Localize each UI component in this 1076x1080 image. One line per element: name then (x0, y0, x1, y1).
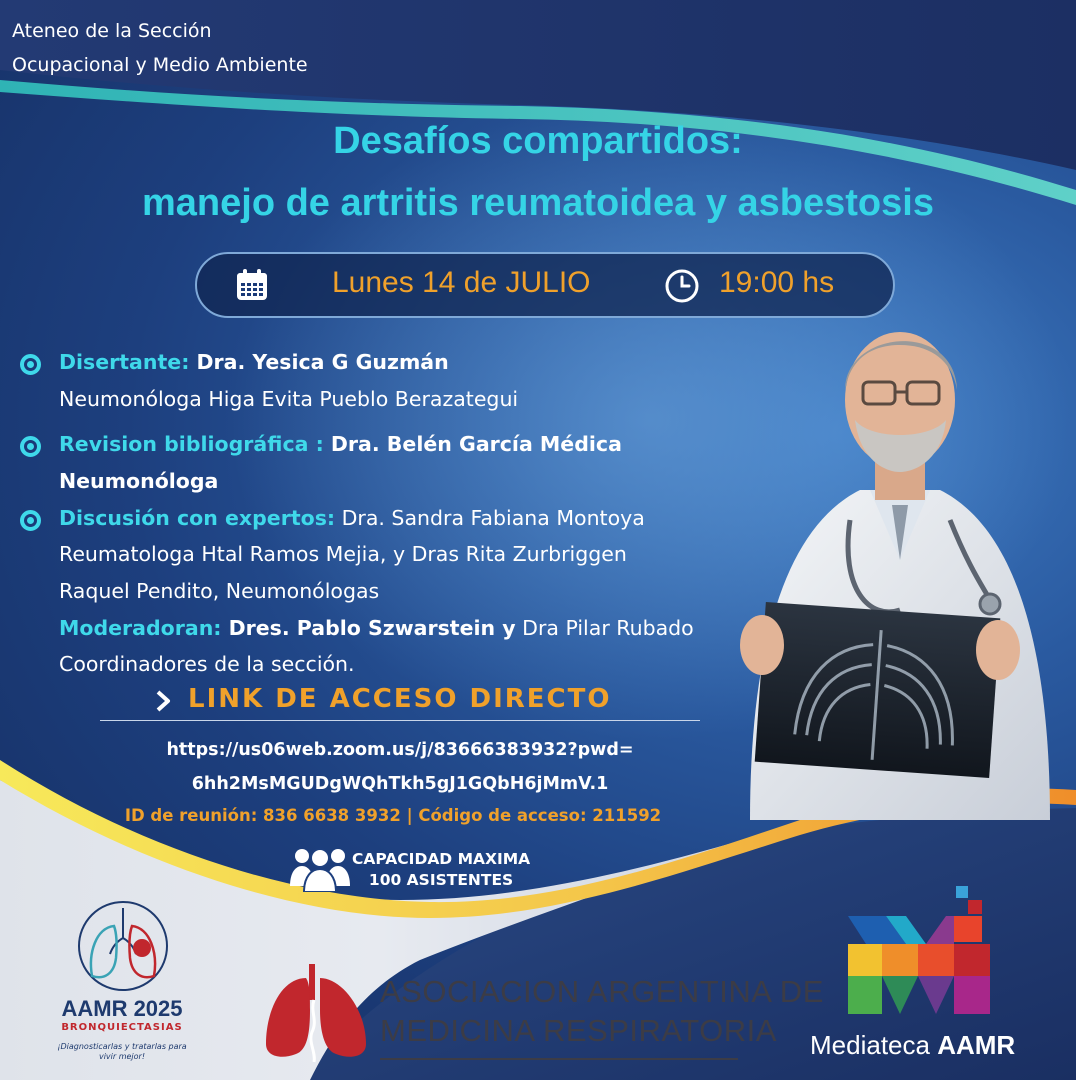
discusion-line (59, 506, 645, 530)
capacity-line-1: CAPACIDAD MAXIMA (352, 850, 531, 868)
mediateca-brand: AAMR (937, 1030, 1016, 1060)
zoom-url-line-2[interactable]: 6hh2MsMGUDgWQhTkh5gJ1GQbH6jMmV.1 (191, 774, 609, 794)
link-divider (100, 720, 700, 721)
moderador-names: Dres. Pablo Szwarstein y (221, 616, 516, 640)
aamr-topic: BRONQUIECTASIAS (61, 1022, 183, 1033)
capacity-line-2: 100 ASISTENTES (368, 871, 514, 889)
mediateca-label (810, 1030, 1015, 1061)
association-name-line-2: MEDICINA RESPIRATORIA (380, 1013, 777, 1048)
discusion-name: Dra. Sandra Fabiana Montoya (335, 506, 645, 530)
bullet-icon (20, 436, 41, 457)
meeting-info: ID de reunión: 836 6638 3932 | Código de acceso: 211592 (124, 806, 662, 825)
calendar-icon (235, 268, 269, 302)
revision-label: Revision bibliográfica : (59, 432, 324, 456)
discusion-line-2: Reumatologa Htal Ramos Mejia, y Dras Rita Zurbriggen (59, 542, 627, 566)
event-time: 19:00 hs (719, 266, 835, 299)
event-date: Lunes 14 de JULIO (332, 266, 591, 299)
disertante-role: Neumonóloga Higa Evita Pueblo Berazategui (59, 387, 519, 411)
clock-icon (664, 268, 700, 304)
coordinadores-line: Coordinadores de la sección. (59, 652, 355, 676)
moderador-label: Moderadoran: (59, 616, 222, 640)
mediateca-m-logo (846, 886, 996, 1018)
event-title-line-2: manejo de artritis reumatoidea y asbestosis (142, 182, 934, 224)
moderador-rest: Dra Pilar Rubado (515, 616, 694, 640)
disertante-name: Dra. Yesica G Guzmán (189, 350, 449, 374)
revision-name: Dra. Belén García Médica (323, 432, 622, 456)
link-title: LINK DE ACCESO DIRECTO (188, 684, 612, 714)
disertante-label: Disertante: (59, 350, 190, 374)
zoom-url-line-1[interactable]: https://us06web.zoom.us/j/83666383932?pwd= (166, 740, 634, 760)
aamr-2025-lungs-logo (76, 898, 170, 994)
bullet-icon (20, 510, 41, 531)
moderador-line (59, 616, 694, 640)
association-name-line-1: ASOCIACION ARGENTINA DE (380, 974, 824, 1009)
revision-line (59, 432, 622, 456)
speakers-section (20, 350, 760, 690)
section-header (12, 14, 308, 82)
header-line-1: Ateneo de la Sección (12, 20, 212, 42)
header-line-2: Ocupacional y Medio Ambiente (12, 54, 308, 76)
bullet-icon (20, 354, 41, 375)
red-lungs-logo (262, 960, 374, 1064)
discusion-line-3: Raquel Pendito, Neumonólogas (59, 579, 380, 603)
aamr-tagline: ¡Diagnosticarlas y tratarlas para vivir mejor! (57, 1042, 187, 1061)
aamr-2025-title: AAMR 2025 (61, 996, 183, 1021)
event-title-line-1: Desafíos compartidos: (333, 120, 743, 162)
revision-role: Neumonóloga (59, 469, 219, 493)
chevron-right-icon (154, 690, 174, 712)
disertante-line (59, 350, 449, 374)
association-underline (380, 1058, 738, 1060)
capacity-text (352, 849, 530, 891)
discusion-label: Discusión con expertos: (59, 506, 336, 530)
mediateca-word: Mediateca (810, 1030, 930, 1060)
people-group-icon (288, 846, 352, 892)
